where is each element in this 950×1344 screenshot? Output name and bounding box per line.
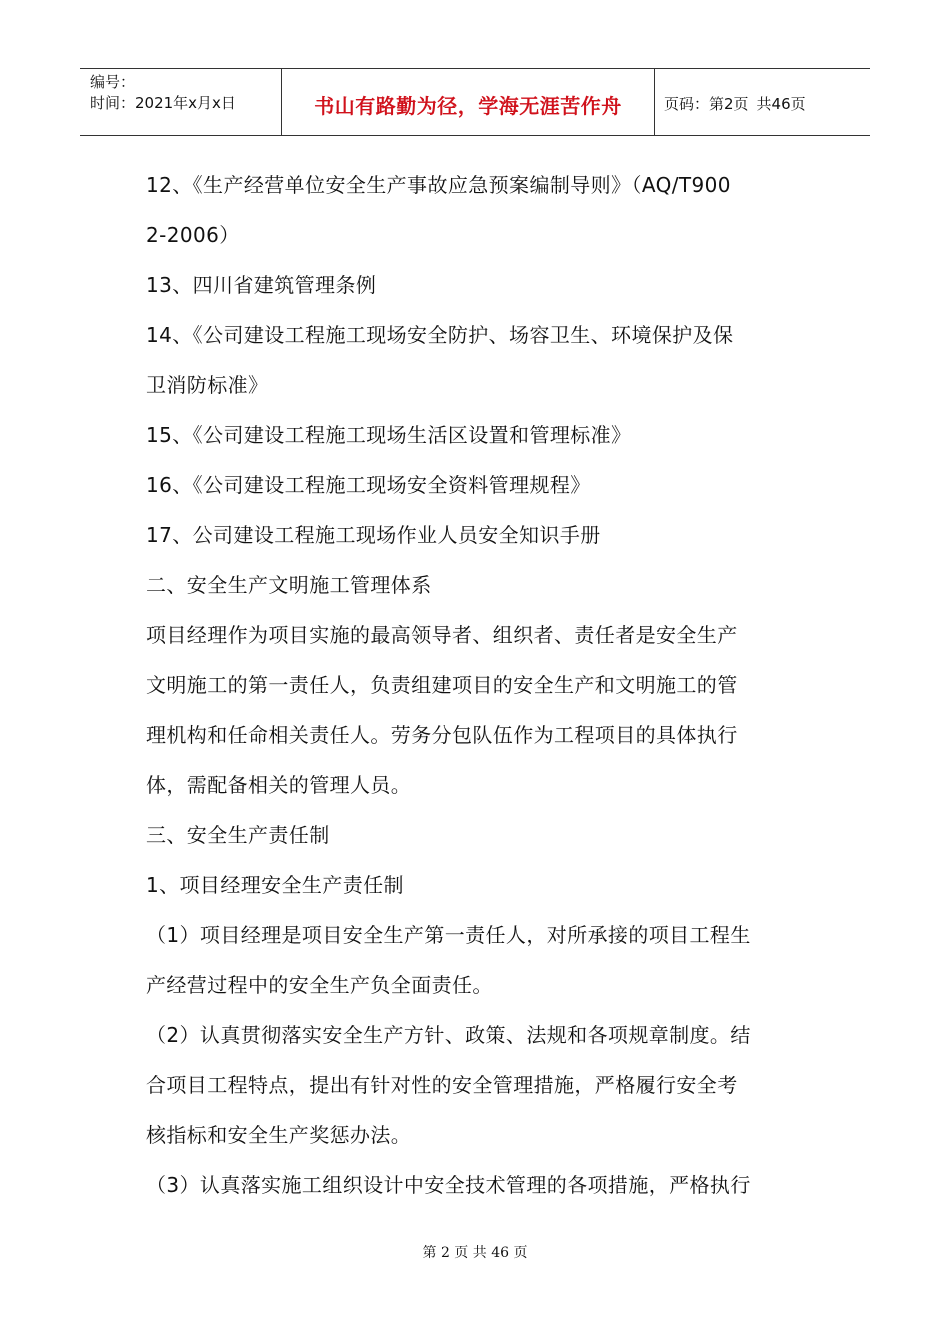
text-line: 17、公司建设工程施工现场作业人员安全知识手册 [146,523,601,547]
header-page-info [655,69,870,135]
page-footer: 第 2 页 共 46 页 [422,1245,528,1261]
header-page-label: 页码：第2页 [664,95,749,113]
text-line: 12、《生产经营单位安全生产事故应急预案编制导则》（AQ/T900 [146,173,731,197]
text-line: 15、《公司建设工程施工现场生活区设置和管理标准》 [146,423,632,447]
header-meta [80,69,282,135]
text-line: 核指标和安全生产奖惩办法。 [146,1123,412,1147]
text-line: 体，需配备相关的管理人员。 [146,773,412,797]
text-line: 14、《公司建设工程施工现场安全防护、场容卫生、环境保护及保 [146,323,734,347]
text-line: 理机构和任命相关责任人。劳务分包队伍作为工程项目的具体执行 [146,723,738,747]
text-line: 2-2006） [146,223,240,247]
text-line: 13、四川省建筑管理条例 [146,273,377,297]
text-line: 卫消防标准》 [146,373,269,397]
text-line: 产经营过程中的安全生产负全面责任。 [146,973,493,997]
header-total-label: 共46页 [756,95,806,113]
header-motto: 书山有路勤为径，学海无涯苦作舟 [314,93,622,118]
document-header [80,68,870,136]
text-line: 合项目工程特点，提出有针对性的安全管理措施，严格履行安全考 [146,1073,738,1097]
text-line: 16、《公司建设工程施工现场安全资料管理规程》 [146,473,591,497]
header-time-label: 时间：2021年x月x日 [90,94,236,112]
subsection-heading: 1、项目经理安全生产责任制 [146,873,404,897]
text-line: 项目经理作为项目实施的最高领导者、组织者、责任者是安全生产 [146,623,738,647]
text-line: （2）认真贯彻落实安全生产方针、政策、法规和各项规章制度。结 [146,1023,751,1047]
section-heading: 二、安全生产文明施工管理体系 [146,573,432,597]
header-motto-cell [282,69,655,135]
section-heading: 三、安全生产责任制 [146,823,330,847]
document-body [146,160,811,1210]
text-line: （1）项目经理是项目安全生产第一责任人，对所承接的项目工程生 [146,923,751,947]
header-number-label: 编号： [90,73,136,91]
text-line: （3）认真落实施工组织设计中安全技术管理的各项措施，严格执行 [146,1173,751,1197]
text-line: 文明施工的第一责任人，负责组建项目的安全生产和文明施工的管 [146,673,738,697]
